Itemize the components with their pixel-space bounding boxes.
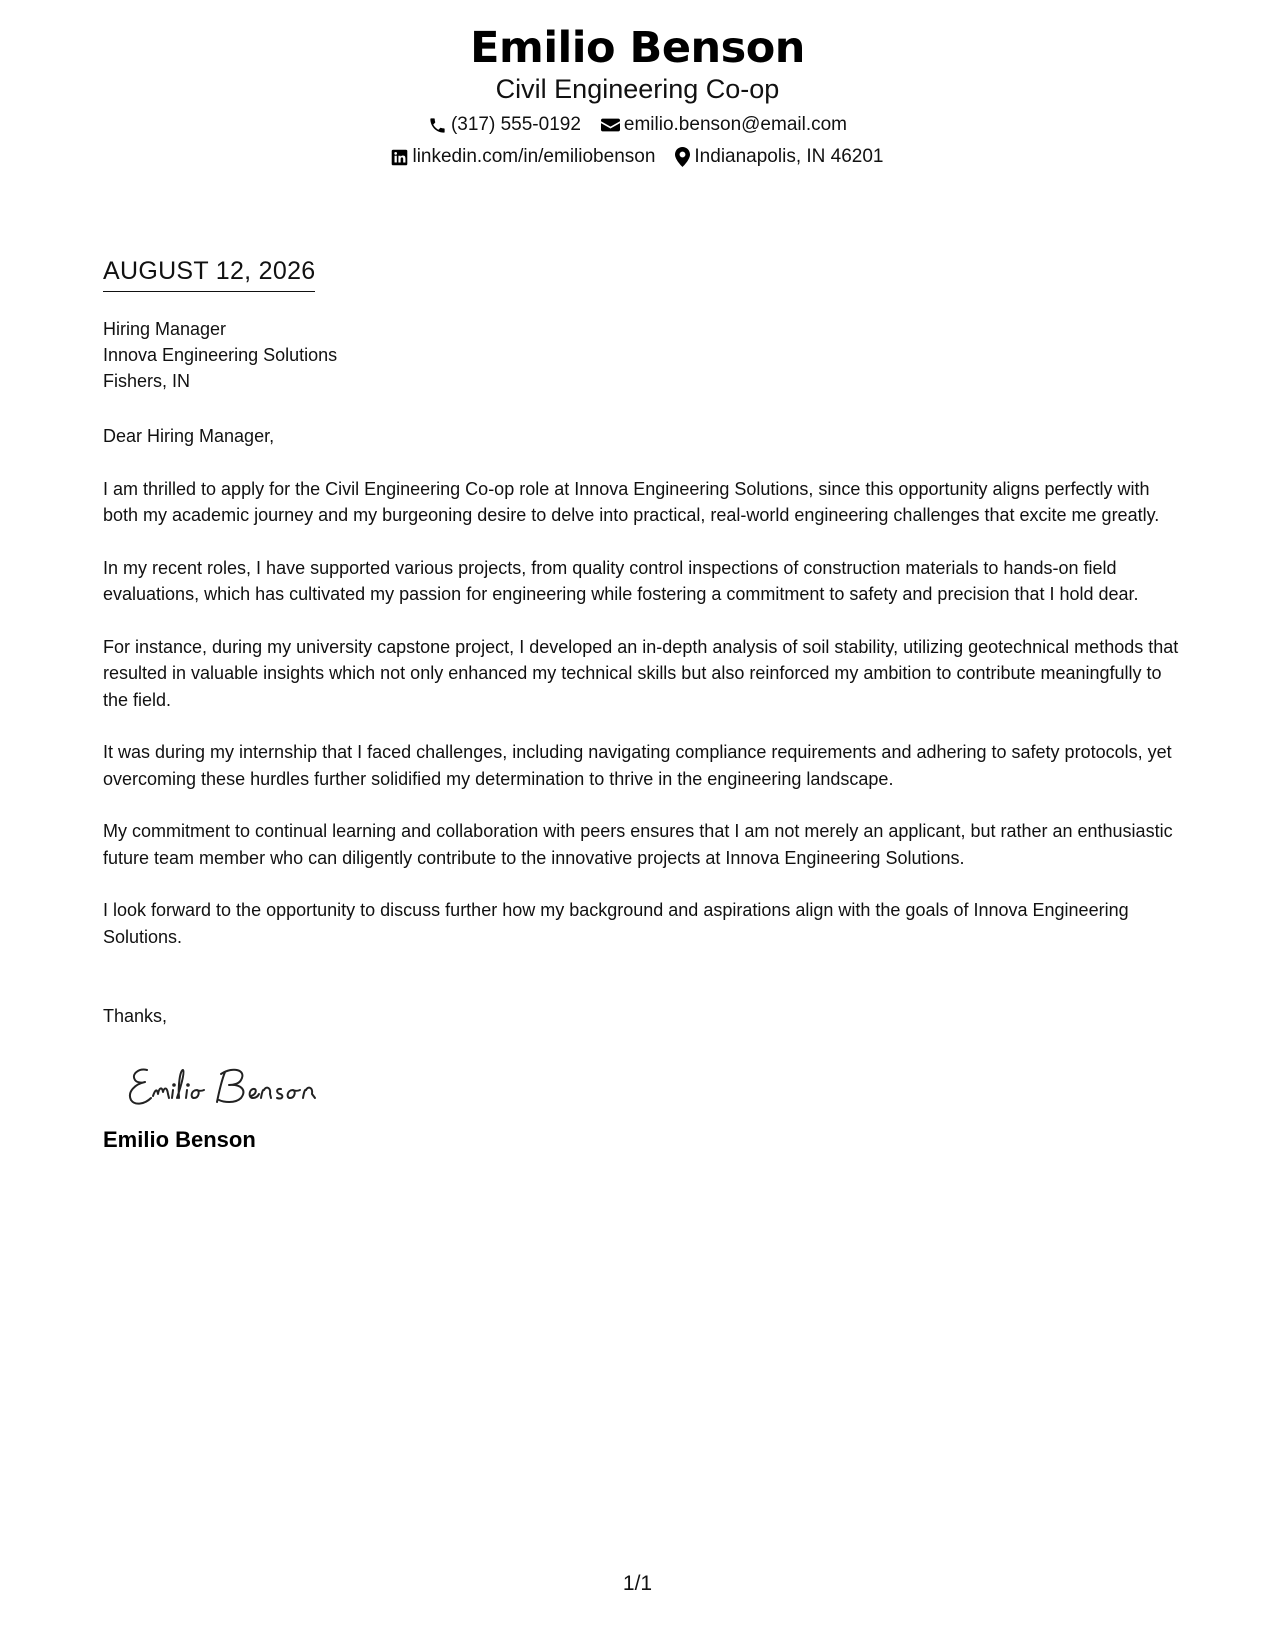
page-number: 1/1 <box>622 1572 653 1595</box>
recipient-title: Hiring Manager <box>103 319 227 339</box>
paragraph: My commitment to continual learning and collaboration with peers ensures that I am not merely an applicant, but rather an enthusiastic future team member who can diligently contribute to the innovative projects at Innova Engineering Solutions. <box>103 821 1173 868</box>
handwritten-signature <box>125 1056 1183 1116</box>
email-address: emilio.benson@email.com <box>623 114 848 135</box>
contact-line-1 <box>0 113 1275 137</box>
map-pin-icon <box>675 147 690 167</box>
paragraph: I look forward to the opportunity to discuss further how my background and aspirations align with the goals of Innova Engineering Solutions. <box>103 900 1129 947</box>
paragraph: I am thrilled to apply for the Civil Engineering Co-op role at Innova Engineering Solutions, since this opportunity aligns perfectly with both my academic journey and my burgeoning desire to delve into practical, real-world engineering challenges that excite me greatly. <box>103 478 1160 525</box>
location-text: Indianapolis, IN 46201 <box>694 146 884 167</box>
linkedin-contact <box>391 145 655 169</box>
closing: Thanks, <box>103 1006 168 1026</box>
paragraph: For instance, during my university capstone project, I developed an in-depth analysis of soil stability, utilizing geotechnical methods that resulted in valuable insights which not only enhanced my technical skills but also reinforced my ambition to contribute meaningfully to the field. <box>103 636 1179 710</box>
letter-date: AUGUST 12, 2026 <box>103 256 315 292</box>
signer-name: Emilio Benson <box>103 1126 256 1152</box>
recipient-location: Fishers, IN <box>103 371 191 391</box>
signature-image <box>125 1056 355 1116</box>
letter-header <box>0 22 1275 169</box>
location-contact <box>675 145 883 169</box>
linkedin-url: linkedin.com/in/emiliobenson <box>412 146 656 167</box>
applicant-title: Civil Engineering Co-op <box>495 74 780 104</box>
phone-number: (317) 555-0192 <box>450 114 581 135</box>
phone-icon <box>428 116 447 135</box>
email-contact <box>601 113 847 137</box>
salutation: Dear Hiring Manager, <box>103 426 275 446</box>
phone-contact <box>428 113 581 137</box>
recipient-block <box>103 316 1183 394</box>
envelope-icon <box>601 117 620 133</box>
letter-body <box>103 316 1183 1154</box>
paragraph: In my recent roles, I have supported various projects, from quality control inspections of construction materials to hands-on field evaluations, which has cultivated my passion for engineering while fostering a commitment to safety and precision that I hold dear. <box>103 557 1139 604</box>
linkedin-icon <box>391 149 408 166</box>
applicant-name: Emilio Benson <box>470 23 805 73</box>
paragraph: It was during my internship that I faced challenges, including navigating compliance requirements and adhering to safety protocols, yet overcoming these hurdles further solidified my determination to thrive in the engineering landscape. <box>103 742 1172 789</box>
contact-line-2 <box>0 145 1275 169</box>
recipient-company: Innova Engineering Solutions <box>103 345 338 365</box>
letter-date-block <box>103 256 315 292</box>
